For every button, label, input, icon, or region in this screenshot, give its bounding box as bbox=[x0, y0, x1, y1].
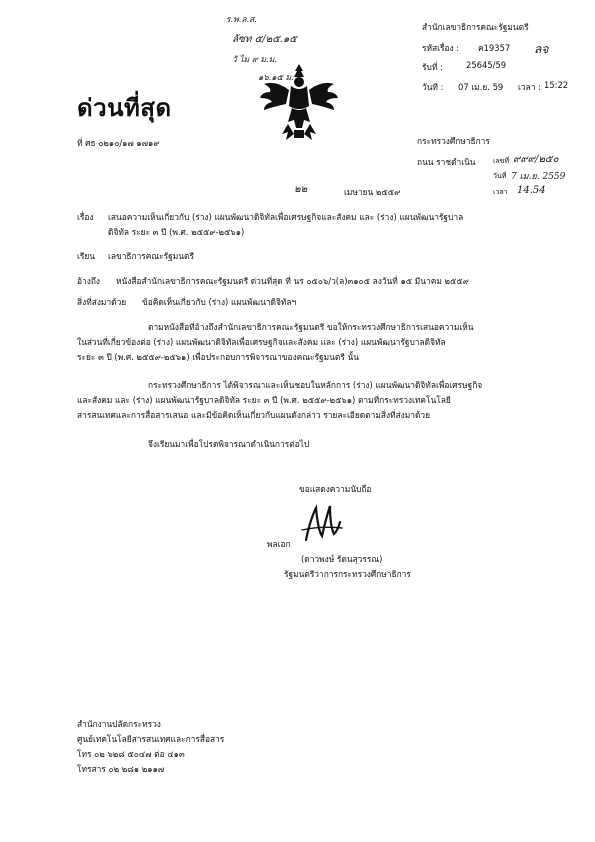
garuda-emblem bbox=[258, 62, 340, 142]
subject-label: เรื่อง bbox=[77, 212, 94, 222]
paragraph-2-line-2: และสังคม และ (ร่าง) แผนพัฒนารัฐบาลดิจิทัล ระยะ ๓ ปี (พ.ศ. ๒๕๕๙-๒๕๖๑) ตามที่กระทรวงเทคโนโลยี bbox=[77, 395, 451, 405]
ministry-address: ถนน ราชดำเนิน bbox=[417, 157, 476, 167]
ministry-name: กระทรวงศึกษาธิการ bbox=[417, 136, 490, 146]
footer-line-4: โทรสาร ๐๒ ๒๘๑ ๒๑๑๗ bbox=[77, 764, 165, 774]
receiving-stamp bbox=[493, 150, 566, 200]
recipient-label: เรียน bbox=[77, 251, 95, 261]
subject-line-1: เสนอความเห็นเกี่ยวกับ (ร่าง) แผนพัฒนาดิจิทัลเพื่อเศรษฐกิจและสังคม และ (ร่าง) แผนพัฒนารัฐบาล bbox=[108, 212, 464, 222]
reference-label: อ้างถึง bbox=[77, 276, 100, 286]
cabinet-stamp-no-value: ค19357 bbox=[478, 43, 511, 53]
receiving-stamp-time-value: 14.54 bbox=[517, 185, 546, 196]
cabinet-stamp-time-label: เวลา : bbox=[518, 82, 541, 92]
left-stamp-line2: ลัซท ๕/๒๕.๑๕ bbox=[232, 34, 297, 45]
cabinet-stamp-initials: ลจ bbox=[534, 42, 549, 56]
receiving-stamp-time-label: เวลา bbox=[493, 188, 508, 196]
paragraph-2-line-1: กระทรวงศึกษาธิการ ได้พิจารณาและเห็นชอบในหลักการ (ร่าง) แผนพัฒนาดิจิทัลเพื่อเศรษฐกิจ bbox=[148, 380, 483, 390]
paragraph-1-line-3: ระยะ ๓ ปี (พ.ศ. ๒๕๕๙-๒๕๖๑) เพื่อประกอบการพิจารณาของคณะรัฐมนตรี นั้น bbox=[77, 352, 359, 362]
cabinet-stamp-recv-value: 25645/59 bbox=[466, 60, 507, 70]
cabinet-stamp-time-value: 15:22 bbox=[544, 80, 569, 90]
footer-line-3: โทร ๐๒ ๖๒๘ ๕๐๔๗ ต่อ ๔๑๓ bbox=[77, 749, 185, 759]
receiving-stamp-date-label: วันที่ bbox=[493, 172, 507, 180]
receiving-stamp-no-value: ๙๙๙/๒๕๐ bbox=[513, 154, 559, 165]
cabinet-stamp-org: สำนักเลขาธิการคณะรัฐมนตรี bbox=[422, 22, 529, 32]
receiving-stamp-no-label: เลขที่ bbox=[493, 157, 510, 165]
recipient: เลขาธิการคณะรัฐมนตรี bbox=[108, 251, 194, 261]
left-stamp-line4: ๑๖.๑๕ ม. bbox=[258, 72, 294, 82]
footer-line-1: สำนักงานปลัดกระทรวง bbox=[77, 719, 161, 729]
footer-line-2: ศูนย์เทคโนโลยีสารสนเทศและการสื่อสาร bbox=[77, 734, 225, 744]
left-stamp-line1: ร.พ.ล.ส. bbox=[226, 14, 257, 24]
paragraph-1-line-2: ในส่วนที่เกี่ยวข้องต่อ (ร่าง) แผนพัฒนาดิจิทัลเพื่อเศรษฐกิจและสังคม และ (ร่าง) แผนพัฒนารัฐบาลดิจิทัล bbox=[77, 337, 446, 347]
paragraph-3: จึงเรียนมาเพื่อโปรดพิจารณาดำเนินการต่อไป bbox=[148, 439, 310, 449]
receiving-stamp-date-value: 7 เม.ย. 2559 bbox=[511, 172, 566, 182]
left-stamp-line3: วั ไม ๙ ม.ม. bbox=[232, 54, 277, 64]
enclosure-label: สิ่งที่ส่งมาด้วย bbox=[77, 297, 127, 307]
document-date: เมษายน ๒๕๕๙ bbox=[344, 187, 401, 197]
paragraph-1-line-1: ตามหนังสือที่อ้างถึงสำนักเลขาธิการคณะรัฐมนตรี ขอให้กระทรวงศึกษาธิการเสนอความเห็น bbox=[148, 322, 474, 332]
subject-line-2: ดิจิทัล ระยะ ๓ ปี (พ.ศ. ๒๕๕๙-๒๕๖๑) bbox=[108, 227, 245, 237]
cabinet-stamp-recv-label: รับที่ : bbox=[422, 62, 443, 72]
signature-prefix: พลเอก bbox=[267, 539, 291, 549]
closing: ขอแสดงความนับถือ bbox=[299, 484, 372, 494]
paragraph-2-line-3: สารสนเทศและการสื่อสารเสนอ และมีข้อคิดเห็นเกี่ยวกับแผนดังกล่าว รายละเอียดตามสิ่งที่ส่งมาด้วย bbox=[77, 410, 431, 420]
signer-title: รัฐมนตรีว่าการกระทรวงศึกษาธิการ bbox=[284, 569, 411, 579]
signer-name: (ดาวพงษ์ รัตนสุวรรณ) bbox=[301, 554, 383, 564]
signature bbox=[300, 500, 344, 546]
reference-text: หนังสือสำนักเลขาธิการคณะรัฐมนตรี ด่วนที่สุด ที่ นร ๐๕๐๖/ว(ล)๓๑๐๕ ลงวันที่ ๑๕ มีนาคม ๒๕๕๙ bbox=[116, 276, 469, 286]
date-day: ๒๒ bbox=[294, 184, 308, 195]
urgency-heading: ด่วนที่สุด bbox=[77, 94, 172, 122]
cabinet-stamp-date-value: 07 เม.ย. 59 bbox=[458, 82, 504, 92]
cabinet-stamp-date-label: วันที่ : bbox=[422, 82, 444, 92]
cabinet-stamp-no-label: รหัสเรื่อง : bbox=[422, 43, 460, 53]
enclosure-text: ข้อคิดเห็นเกี่ยวกับ (ร่าง) แผนพัฒนาดิจิทัลฯ bbox=[142, 297, 297, 307]
reference-number: ที่ ศธ ๐๒๑๐/๑๗ ๑๗๑๙ bbox=[77, 138, 160, 148]
